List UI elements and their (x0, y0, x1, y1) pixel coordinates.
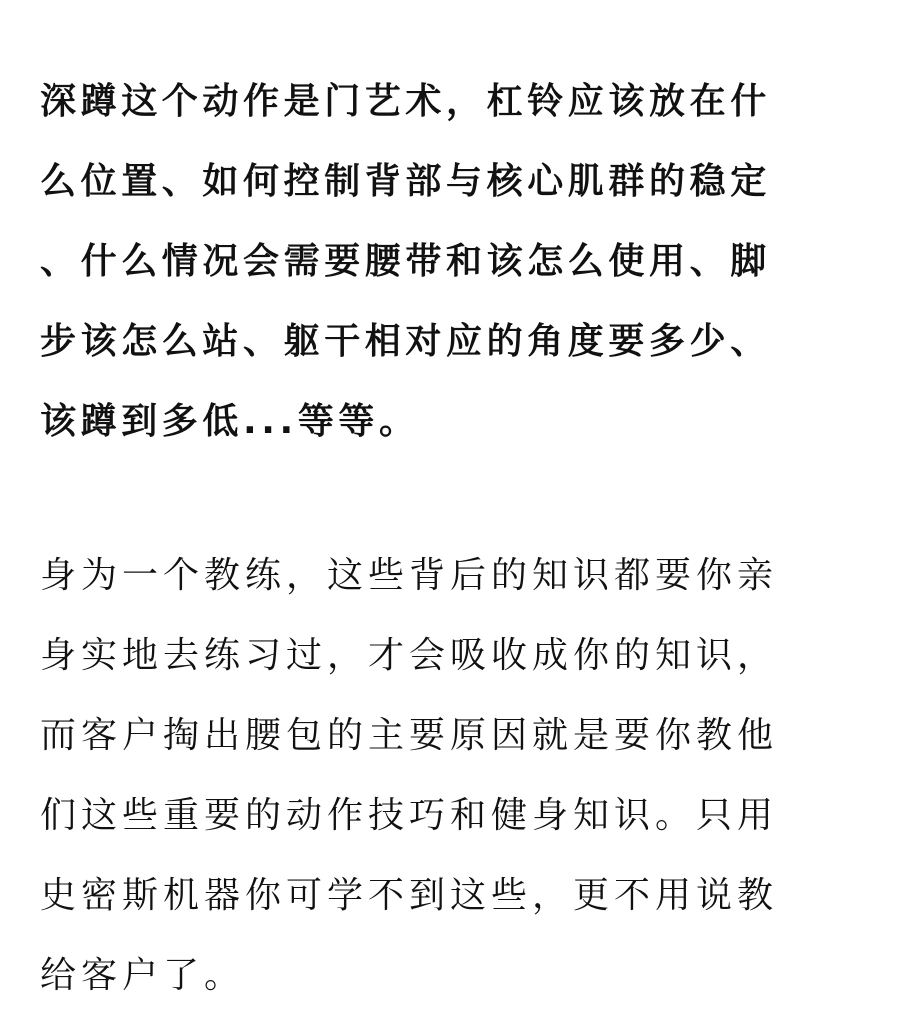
text-line: 给客户了。 (40, 955, 246, 996)
text-line: 深蹲这个动作是门艺术，杠铃应该放在什 (40, 81, 771, 122)
text-line: 们这些重要的动作技巧和健身知识。只用 (40, 795, 779, 836)
paragraph-coach-knowledge (40, 536, 860, 1016)
text-line: 史密斯机器你可学不到这些，更不用说教 (40, 875, 779, 916)
article-body (40, 62, 860, 1016)
text-line: 、什么情况会需要腰带和该怎么使用、脚 (40, 241, 771, 282)
text-line: 而客户掏出腰包的主要原因就是要你教他 (40, 715, 779, 756)
text-line: 该蹲到多低...等等。 (40, 401, 420, 442)
text-line: 么位置、如何控制背部与核心肌群的稳定 (40, 161, 771, 202)
paragraph-squat-art (40, 62, 860, 462)
text-line: 身为一个教练，这些背后的知识都要你亲 (40, 555, 779, 596)
text-line: 步该怎么站、躯干相对应的角度要多少、 (40, 321, 771, 362)
text-line: 身实地去练习过，才会吸收成你的知识， (40, 635, 779, 676)
